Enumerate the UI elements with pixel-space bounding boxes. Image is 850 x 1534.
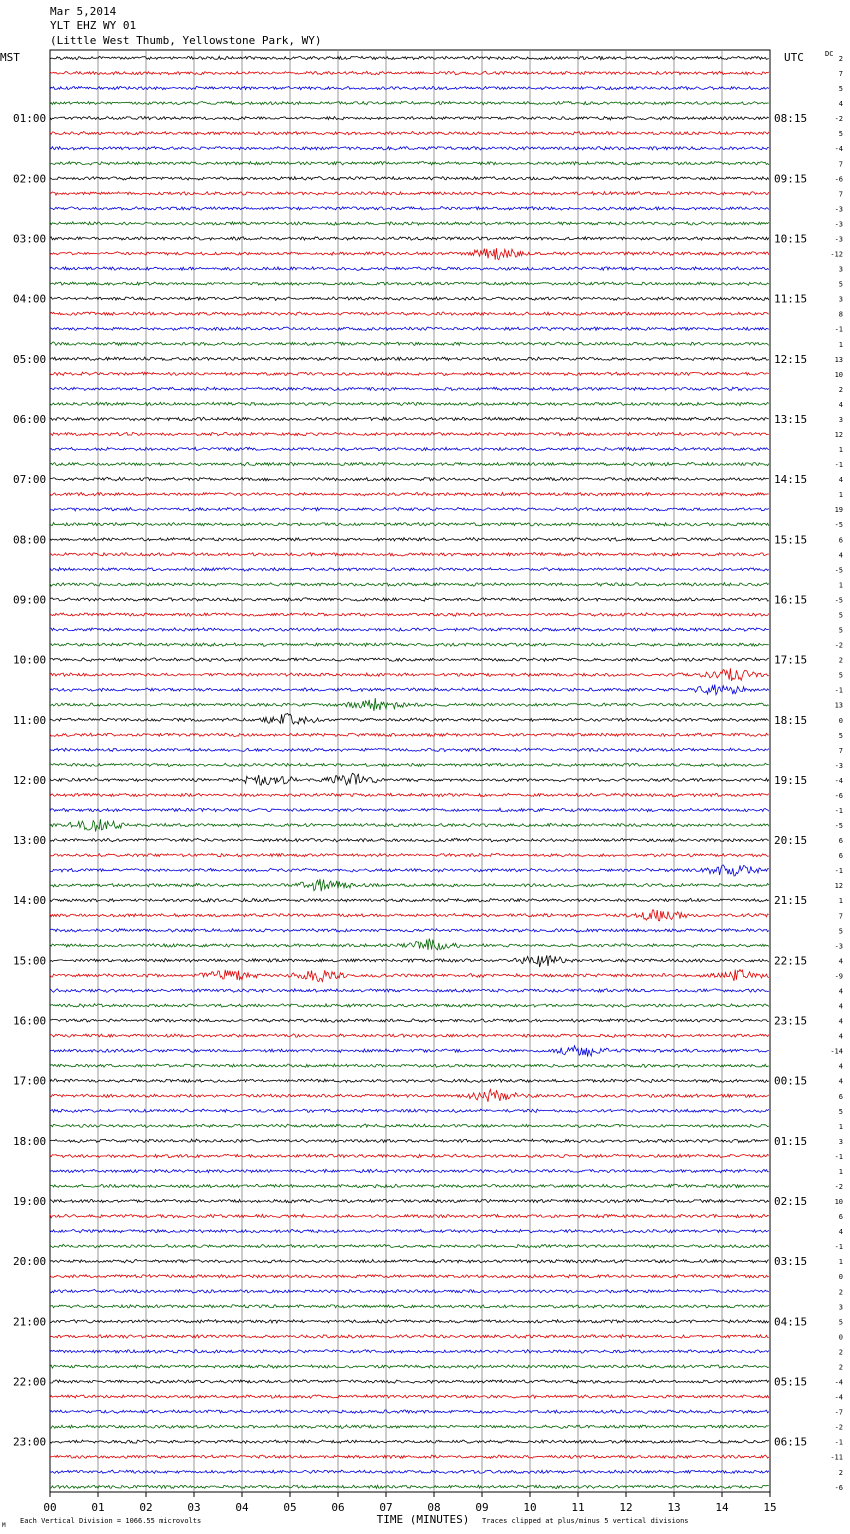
- dc-offset-label: -5: [834, 521, 843, 530]
- seismic-trace: [50, 1229, 769, 1232]
- dc-offset-label: 5: [838, 1318, 843, 1327]
- mst-hour-label: 06:00: [13, 412, 47, 426]
- dc-offset-label: 1: [838, 897, 843, 906]
- x-tick-label: 08: [427, 1501, 441, 1514]
- mst-hour-label: 04:00: [13, 292, 47, 306]
- dc-offset-label: -5: [834, 822, 843, 831]
- seismic-trace: [50, 838, 769, 842]
- utc-hour-label: 03:15: [774, 1255, 808, 1269]
- dc-offset-label: 7: [838, 70, 843, 79]
- dc-offset-label: 4: [838, 1077, 843, 1086]
- utc-hour-label: 08:15: [774, 112, 808, 126]
- dc-offset-label: -2: [834, 115, 843, 124]
- dc-offset-label: -9: [834, 972, 843, 981]
- seismic-trace: [50, 372, 769, 375]
- seismic-trace: [50, 357, 769, 360]
- seismic-trace: [50, 628, 769, 631]
- seismic-trace: [50, 643, 769, 646]
- dc-offset-label: -6: [834, 175, 843, 184]
- seismic-trace: [50, 808, 769, 812]
- seismic-trace: [50, 1109, 769, 1112]
- x-tick-label: 02: [139, 1501, 153, 1514]
- scale-note: Each Vertical Division = 1066.55 microvolts: [20, 1517, 202, 1525]
- mst-hour-label: 23:00: [13, 1435, 47, 1449]
- seismic-trace: [50, 865, 769, 876]
- seismic-trace: [50, 1350, 769, 1354]
- dc-offset-label: -1: [834, 1243, 843, 1252]
- dc-offset-label: -6: [834, 791, 843, 800]
- seismic-trace: [50, 447, 769, 451]
- seismic-trace: [50, 508, 769, 511]
- dc-offset-label: -1: [834, 1438, 843, 1447]
- seismic-trace: [50, 1260, 769, 1263]
- dc-offset-label: 19: [834, 506, 843, 515]
- dc-offset-label: -7: [834, 1408, 843, 1417]
- dc-offset-label: 13: [834, 701, 843, 710]
- dc-offset-label: 2: [838, 1363, 843, 1372]
- seismic-traces: [50, 56, 769, 1488]
- seismic-trace: [50, 1214, 769, 1218]
- seismic-trace: [50, 1320, 769, 1323]
- x-tick-label: 14: [715, 1501, 729, 1514]
- dc-offset-label: 5: [838, 1107, 843, 1116]
- dc-offset-label: 0: [838, 716, 843, 725]
- seismic-trace: [50, 1004, 769, 1008]
- dc-offset-label: -6: [834, 1483, 843, 1492]
- dc-offset-label: 5: [838, 731, 843, 740]
- seismic-trace: [50, 222, 769, 226]
- dc-offset-label: -4: [834, 145, 843, 154]
- dc-offset-label: 4: [838, 100, 843, 109]
- seismic-trace: [50, 267, 769, 271]
- seismic-trace: [50, 1199, 769, 1202]
- dc-offset-label: -3: [834, 220, 843, 229]
- dc-offset-label: -1: [834, 461, 843, 470]
- utc-hour-label: 09:15: [774, 172, 808, 186]
- utc-hour-label: 23:15: [774, 1014, 808, 1028]
- seismic-trace: [50, 538, 769, 541]
- dc-offset-label: 5: [838, 130, 843, 139]
- dc-offset-label: 3: [838, 265, 843, 274]
- dc-offset-label: 2: [838, 55, 843, 63]
- seismic-trace: [50, 668, 769, 681]
- seismic-trace: [50, 86, 769, 89]
- dc-offset-label: -2: [834, 1423, 843, 1432]
- seismic-trace: [50, 1089, 769, 1101]
- seismic-trace: [50, 989, 769, 993]
- seismic-trace: [50, 327, 769, 331]
- dc-offset-label: 3: [838, 295, 843, 304]
- dc-offset-label: -2: [834, 1183, 843, 1191]
- dc-offset-label: -3: [834, 235, 843, 244]
- mst-hour-label: 22:00: [13, 1375, 47, 1389]
- seismic-trace: [50, 387, 769, 390]
- dc-offset-label: 4: [838, 1032, 843, 1041]
- seismic-trace: [50, 312, 769, 315]
- seismic-trace: [50, 237, 769, 240]
- seismic-trace: [50, 477, 769, 480]
- dc-offset-label: 6: [838, 837, 843, 846]
- seismic-trace: [50, 177, 769, 180]
- mst-hour-label: 19:00: [13, 1195, 47, 1209]
- x-tick-label: 12: [619, 1501, 633, 1514]
- dc-offset-label: -3: [834, 205, 843, 214]
- utc-hour-label: 11:15: [774, 292, 808, 306]
- seismic-trace: [50, 598, 769, 601]
- dc-offset-label: 10: [834, 370, 843, 379]
- seismic-trace: [50, 1124, 769, 1128]
- dc-offset-label: -4: [834, 1393, 843, 1402]
- mst-hour-label: 17:00: [13, 1074, 47, 1088]
- mst-hour-label: 14:00: [13, 894, 47, 908]
- dc-offset-label: 1: [838, 1167, 843, 1176]
- seismic-trace: [50, 773, 769, 785]
- dc-offset-label: -1: [834, 867, 843, 876]
- x-tick-label: 01: [91, 1501, 105, 1514]
- mst-hour-label: 16:00: [13, 1014, 47, 1028]
- dc-offset-label: 6: [838, 1213, 843, 1222]
- seismic-trace: [50, 658, 769, 661]
- utc-hour-label: 15:15: [774, 533, 808, 547]
- dc-offset-label: 3: [838, 1137, 843, 1146]
- utc-hour-label: 21:15: [774, 894, 808, 908]
- seismic-trace: [50, 1244, 769, 1247]
- seismic-trace: [50, 1019, 769, 1022]
- station-code: YLT EHZ WY 01: [50, 19, 137, 32]
- seismic-trace: [50, 583, 769, 587]
- seismic-trace: [50, 1365, 769, 1369]
- utc-hour-label: 22:15: [774, 954, 808, 968]
- dc-offset-label: 4: [838, 400, 843, 409]
- dc-offset-label: -4: [834, 1378, 843, 1387]
- seismic-trace: [50, 955, 769, 967]
- dc-offset-label: 5: [838, 626, 843, 635]
- utc-hour-label: 17:15: [774, 653, 808, 667]
- utc-hour-label: 19:15: [774, 773, 808, 787]
- seismic-trace: [50, 101, 769, 104]
- seismic-trace: [50, 685, 769, 695]
- seismic-trace: [50, 1275, 769, 1279]
- corner-mark: M: [2, 1522, 6, 1529]
- dc-offset-label: -1: [834, 807, 843, 815]
- dc-offset-label: 4: [838, 476, 843, 485]
- x-tick-label: 15: [763, 1501, 777, 1514]
- dc-offset-label: -1: [834, 686, 843, 695]
- utc-hour-label: 02:15: [774, 1195, 808, 1209]
- mst-hour-label: 08:00: [13, 533, 47, 547]
- dc-offset-label: 5: [838, 85, 843, 94]
- seismic-trace: [50, 1139, 769, 1143]
- dc-offset-label: 8: [838, 310, 843, 319]
- mst-hour-label: 12:00: [13, 773, 47, 787]
- dc-offset-label: 5: [838, 671, 843, 680]
- dc-offset-label: 6: [838, 1092, 843, 1101]
- seismic-trace: [50, 297, 769, 301]
- utc-hour-label: 05:15: [774, 1375, 808, 1389]
- seismic-trace: [50, 282, 769, 285]
- dc-offset-label: -3: [834, 942, 843, 951]
- dc-offset-label: 10: [834, 1198, 843, 1207]
- dc-offset-label: -11: [830, 1453, 843, 1462]
- mst-hour-label: 20:00: [13, 1255, 47, 1269]
- seismic-trace: [50, 1046, 769, 1057]
- dc-offset-label: 2: [838, 1348, 843, 1357]
- seismic-trace: [50, 1290, 769, 1294]
- dc-offset-label: 1: [838, 491, 843, 500]
- mst-hour-label: 05:00: [13, 352, 47, 366]
- dc-offset-label: 5: [838, 280, 843, 289]
- dc-offset-label: -14: [830, 1047, 843, 1056]
- dc-offset-label: 7: [838, 190, 843, 199]
- seismic-trace: [50, 698, 769, 711]
- dc-offset-label: 1: [838, 1122, 843, 1131]
- dc-offset-label: 4: [838, 551, 843, 560]
- dc-offset-label: -1: [834, 1152, 843, 1161]
- x-tick-label: 07: [379, 1501, 393, 1514]
- seismic-trace: [50, 1485, 769, 1488]
- x-tick-label: 05: [283, 1501, 297, 1514]
- seismic-trace: [50, 56, 769, 59]
- x-tick-label: 13: [667, 1501, 681, 1514]
- chart-date: Mar 5,2014: [50, 5, 117, 18]
- seismic-trace: [50, 523, 769, 526]
- right-axis-label: UTC: [784, 51, 804, 64]
- mst-hour-label: 11:00: [13, 713, 47, 727]
- utc-hour-label: 13:15: [774, 412, 808, 426]
- seismic-trace: [50, 1410, 769, 1414]
- dc-offset-label: 5: [838, 611, 843, 620]
- seismic-trace: [50, 553, 769, 556]
- dc-offset-label: 1: [838, 581, 843, 590]
- dc-offset-label: 2: [838, 1468, 843, 1477]
- seismic-trace: [50, 613, 769, 616]
- seismic-trace: [50, 1425, 769, 1429]
- dc-offset-label: 0: [838, 1333, 843, 1342]
- seismic-trace: [50, 1184, 769, 1188]
- dc-header-label: DC: [825, 50, 834, 58]
- mst-hour-label: 18:00: [13, 1134, 47, 1148]
- seismic-trace: [50, 1169, 769, 1173]
- seismic-trace: [50, 402, 769, 406]
- mst-hour-label: 03:00: [13, 232, 47, 246]
- utc-hour-label: 00:15: [774, 1074, 808, 1088]
- x-tick-label: 09: [475, 1501, 489, 1514]
- dc-offset-label: -12: [830, 250, 843, 259]
- mst-hour-label: 15:00: [13, 954, 47, 968]
- dc-offset-label: 2: [838, 385, 843, 394]
- seismic-trace: [50, 713, 769, 724]
- seismic-trace: [50, 939, 769, 951]
- dc-offset-label: -5: [834, 566, 843, 575]
- dc-offset-label: 2: [838, 1288, 843, 1297]
- dc-offset-label: 4: [838, 987, 843, 996]
- utc-hour-label: 10:15: [774, 232, 808, 246]
- dc-offset-label: -2: [834, 641, 843, 650]
- seismic-trace: [50, 1395, 769, 1398]
- seismic-trace: [50, 147, 769, 150]
- mst-hour-label: 21:00: [13, 1315, 47, 1329]
- seismic-trace: [50, 929, 769, 932]
- seismic-trace: [50, 910, 769, 921]
- dc-offset-label: 7: [838, 160, 843, 169]
- seismic-trace: [50, 462, 769, 466]
- clip-note: Traces clipped at plus/minus 5 vertical divisions: [482, 1517, 689, 1525]
- utc-hour-label: 06:15: [774, 1435, 808, 1449]
- dc-offset-label: 5: [838, 927, 843, 936]
- seismic-trace: [50, 568, 769, 572]
- seismic-trace: [50, 417, 769, 421]
- dc-offset-label: 4: [838, 1228, 843, 1237]
- dc-offset-label: 1: [838, 340, 843, 349]
- seismic-trace: [50, 1079, 769, 1082]
- dc-offset-label: 1: [838, 1258, 843, 1267]
- dc-offset-label: 6: [838, 852, 843, 861]
- dc-offset-label: 7: [838, 912, 843, 921]
- seismic-trace: [50, 1154, 769, 1158]
- seismic-trace: [50, 192, 769, 196]
- utc-hour-label: 16:15: [774, 593, 808, 607]
- mst-hour-label: 01:00: [13, 112, 47, 126]
- seismic-trace: [50, 492, 769, 496]
- seismic-trace: [50, 970, 769, 982]
- dc-offset-label: 0: [838, 1273, 843, 1282]
- x-tick-label: 11: [571, 1501, 585, 1514]
- dc-offset-label: 1: [838, 446, 843, 455]
- x-tick-label: 03: [187, 1501, 201, 1514]
- seismic-trace: [50, 1455, 769, 1459]
- utc-hour-label: 14:15: [774, 473, 808, 487]
- mst-hour-label: 13:00: [13, 834, 47, 848]
- seismic-trace: [50, 1305, 769, 1308]
- dc-offset-label: 6: [838, 536, 843, 545]
- seismic-trace: [50, 1335, 769, 1339]
- seismic-trace: [50, 1034, 769, 1037]
- utc-hour-label: 01:15: [774, 1134, 808, 1148]
- dc-offset-label: 3: [838, 415, 843, 424]
- seismic-trace: [50, 71, 769, 75]
- seismic-trace: [50, 1440, 769, 1443]
- seismic-trace: [50, 432, 769, 435]
- seismic-trace: [50, 207, 769, 210]
- dc-offset-label: 12: [834, 431, 843, 439]
- utc-hour-label: 18:15: [774, 713, 808, 727]
- seismic-trace: [50, 879, 769, 891]
- seismic-trace: [50, 748, 769, 752]
- dc-offset-label: 7: [838, 746, 843, 755]
- dc-offset-label: -3: [834, 761, 843, 770]
- left-axis-label: MST: [0, 51, 20, 64]
- mst-hour-label: 02:00: [13, 172, 47, 186]
- mst-hour-label: 09:00: [13, 593, 47, 607]
- mst-hour-label: 10:00: [13, 653, 47, 667]
- seismic-trace: [50, 162, 769, 166]
- x-tick-label: 06: [331, 1501, 345, 1514]
- dc-offset-label: -5: [834, 596, 843, 605]
- dc-offset-label: 3: [838, 1303, 843, 1312]
- dc-offset-label: -1: [834, 325, 843, 334]
- utc-hour-label: 12:15: [774, 352, 808, 366]
- x-tick-label: 04: [235, 1501, 249, 1514]
- seismic-trace: [50, 1064, 769, 1068]
- seismic-trace: [50, 1470, 769, 1473]
- station-location: (Little West Thumb, Yellowstone Park, WY): [50, 34, 322, 47]
- dc-offset-label: 4: [838, 1017, 843, 1026]
- dc-offset-label: 2: [838, 656, 843, 665]
- utc-hour-label: 04:15: [774, 1315, 808, 1329]
- seismic-trace: [50, 117, 769, 120]
- mst-hour-label: 07:00: [13, 473, 47, 487]
- dc-offset-label: 4: [838, 957, 843, 966]
- seismic-trace: [50, 342, 769, 346]
- x-tick-label: 10: [523, 1501, 537, 1514]
- seismic-trace: [50, 898, 769, 902]
- dc-offset-label: -4: [834, 776, 843, 785]
- dc-offset-label: 12: [834, 882, 843, 891]
- x-axis-label: TIME (MINUTES): [376, 1513, 470, 1526]
- dc-offset-label: 4: [838, 1002, 843, 1011]
- seismic-trace: [50, 132, 769, 135]
- utc-hour-label: 20:15: [774, 834, 808, 848]
- seismic-trace: [50, 819, 769, 831]
- seismic-trace: [50, 733, 769, 737]
- dc-offset-label: 4: [838, 1062, 843, 1071]
- seismic-trace: [50, 793, 769, 796]
- seismic-trace: [50, 1380, 769, 1383]
- x-tick-label: 00: [43, 1501, 57, 1514]
- seismic-trace: [50, 763, 769, 766]
- seismic-trace: [50, 248, 769, 260]
- seismic-trace: [50, 853, 769, 856]
- dc-offset-label: 13: [834, 355, 843, 364]
